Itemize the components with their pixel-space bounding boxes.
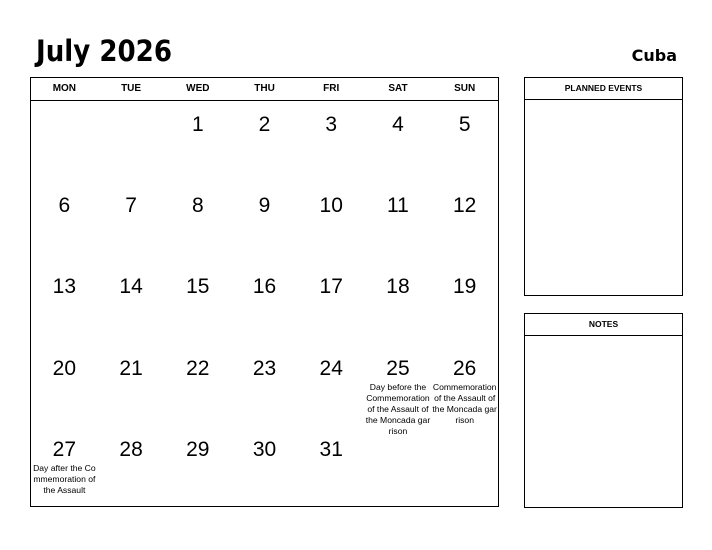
day-cell[interactable] <box>164 100 231 181</box>
day-cell[interactable] <box>431 344 498 425</box>
day-cell[interactable] <box>98 181 165 262</box>
day-cell[interactable] <box>298 262 365 343</box>
calendar-weeks <box>31 100 498 506</box>
day-number: 22 <box>186 356 210 380</box>
holiday-label: Commemoration of the Assault of the Moncada garrison <box>432 381 497 425</box>
day-number: 21 <box>119 356 143 380</box>
day-cell[interactable] <box>231 181 298 262</box>
day-number: 25 <box>386 356 410 380</box>
day-cell[interactable] <box>365 262 432 343</box>
day-number: 24 <box>319 356 343 380</box>
day-cell[interactable] <box>164 262 231 343</box>
day-number: 13 <box>52 275 77 299</box>
day-number: 19 <box>452 275 477 299</box>
calendar-week <box>31 181 498 262</box>
country-label: Cuba <box>631 46 677 65</box>
day-number: 16 <box>252 275 277 299</box>
day-number: 30 <box>252 437 277 461</box>
day-cell[interactable] <box>365 344 432 436</box>
weekday-header-mon: MON <box>52 83 77 94</box>
weekday-header-row <box>31 78 498 101</box>
day-number: 5 <box>458 113 471 136</box>
day-number: 20 <box>52 356 77 380</box>
day-number: 4 <box>392 113 404 136</box>
calendar-week <box>31 100 498 181</box>
day-number: 12 <box>452 194 477 218</box>
calendar-grid <box>30 77 499 507</box>
day-number: 6 <box>58 194 71 218</box>
day-number: 3 <box>325 113 338 136</box>
day-number: 8 <box>191 194 204 218</box>
day-cell[interactable] <box>231 100 298 181</box>
day-cell[interactable] <box>231 425 298 506</box>
weekday-header-fri: FRI <box>323 83 340 94</box>
day-cell[interactable] <box>298 181 365 262</box>
day-number: 11 <box>387 194 409 218</box>
day-number: 23 <box>252 356 277 380</box>
day-cell[interactable] <box>231 344 298 425</box>
day-cell[interactable] <box>31 181 98 262</box>
day-cell[interactable] <box>431 100 498 181</box>
weekday-header-thu: THU <box>254 83 275 94</box>
day-cell[interactable] <box>431 181 498 262</box>
day-number: 17 <box>319 275 343 299</box>
calendar-week <box>31 262 498 343</box>
day-number: 2 <box>258 113 271 136</box>
day-cell[interactable] <box>298 344 365 425</box>
day-cell[interactable] <box>298 425 365 506</box>
day-cell[interactable] <box>431 425 498 506</box>
day-cell[interactable] <box>98 425 165 506</box>
day-cell[interactable] <box>31 262 98 343</box>
day-number: 1 <box>191 113 204 136</box>
day-cell[interactable] <box>365 181 432 262</box>
planned-events-header: PLANNED EVENTS <box>525 78 682 100</box>
day-cell[interactable] <box>98 262 165 343</box>
weekday-header-tue: TUE <box>121 83 142 94</box>
day-cell[interactable] <box>431 262 498 343</box>
day-cell[interactable] <box>164 181 231 262</box>
notes-panel[interactable] <box>524 313 683 508</box>
day-cell[interactable] <box>164 344 231 425</box>
day-number: 27 <box>52 437 77 461</box>
day-number: 18 <box>386 275 410 299</box>
holiday-label: Day after the Commemoration of the Assault <box>33 462 96 495</box>
weekday-header-wed: WED <box>186 83 210 94</box>
notes-header: NOTES <box>525 314 682 336</box>
day-number: 15 <box>186 275 210 299</box>
holiday-label: Day before the Commemoration of the Assault of the Moncada garrison <box>365 381 431 436</box>
calendar-week <box>31 425 498 506</box>
planned-events-panel[interactable] <box>524 77 683 296</box>
day-number: 7 <box>125 194 137 218</box>
day-cell[interactable] <box>365 100 432 181</box>
day-number: 31 <box>319 437 343 461</box>
day-cell[interactable] <box>365 425 432 506</box>
day-number: 28 <box>119 437 143 461</box>
day-cell[interactable] <box>298 100 365 181</box>
day-cell[interactable] <box>31 425 98 506</box>
day-cell[interactable] <box>231 262 298 343</box>
day-cell[interactable] <box>98 100 165 181</box>
weekday-header-sun: SUN <box>454 83 476 94</box>
calendar-week <box>31 344 498 436</box>
day-cell[interactable] <box>164 425 231 506</box>
day-cell[interactable] <box>98 344 165 425</box>
day-number: 9 <box>258 194 271 218</box>
day-number: 26 <box>452 356 477 380</box>
day-cell[interactable] <box>31 100 98 181</box>
day-number: 14 <box>119 275 143 299</box>
page-title: July 2026 <box>36 34 172 68</box>
day-number: 10 <box>319 194 343 218</box>
day-cell[interactable] <box>31 344 98 425</box>
weekday-header-sat: SAT <box>388 83 408 94</box>
day-number: 29 <box>186 437 210 461</box>
